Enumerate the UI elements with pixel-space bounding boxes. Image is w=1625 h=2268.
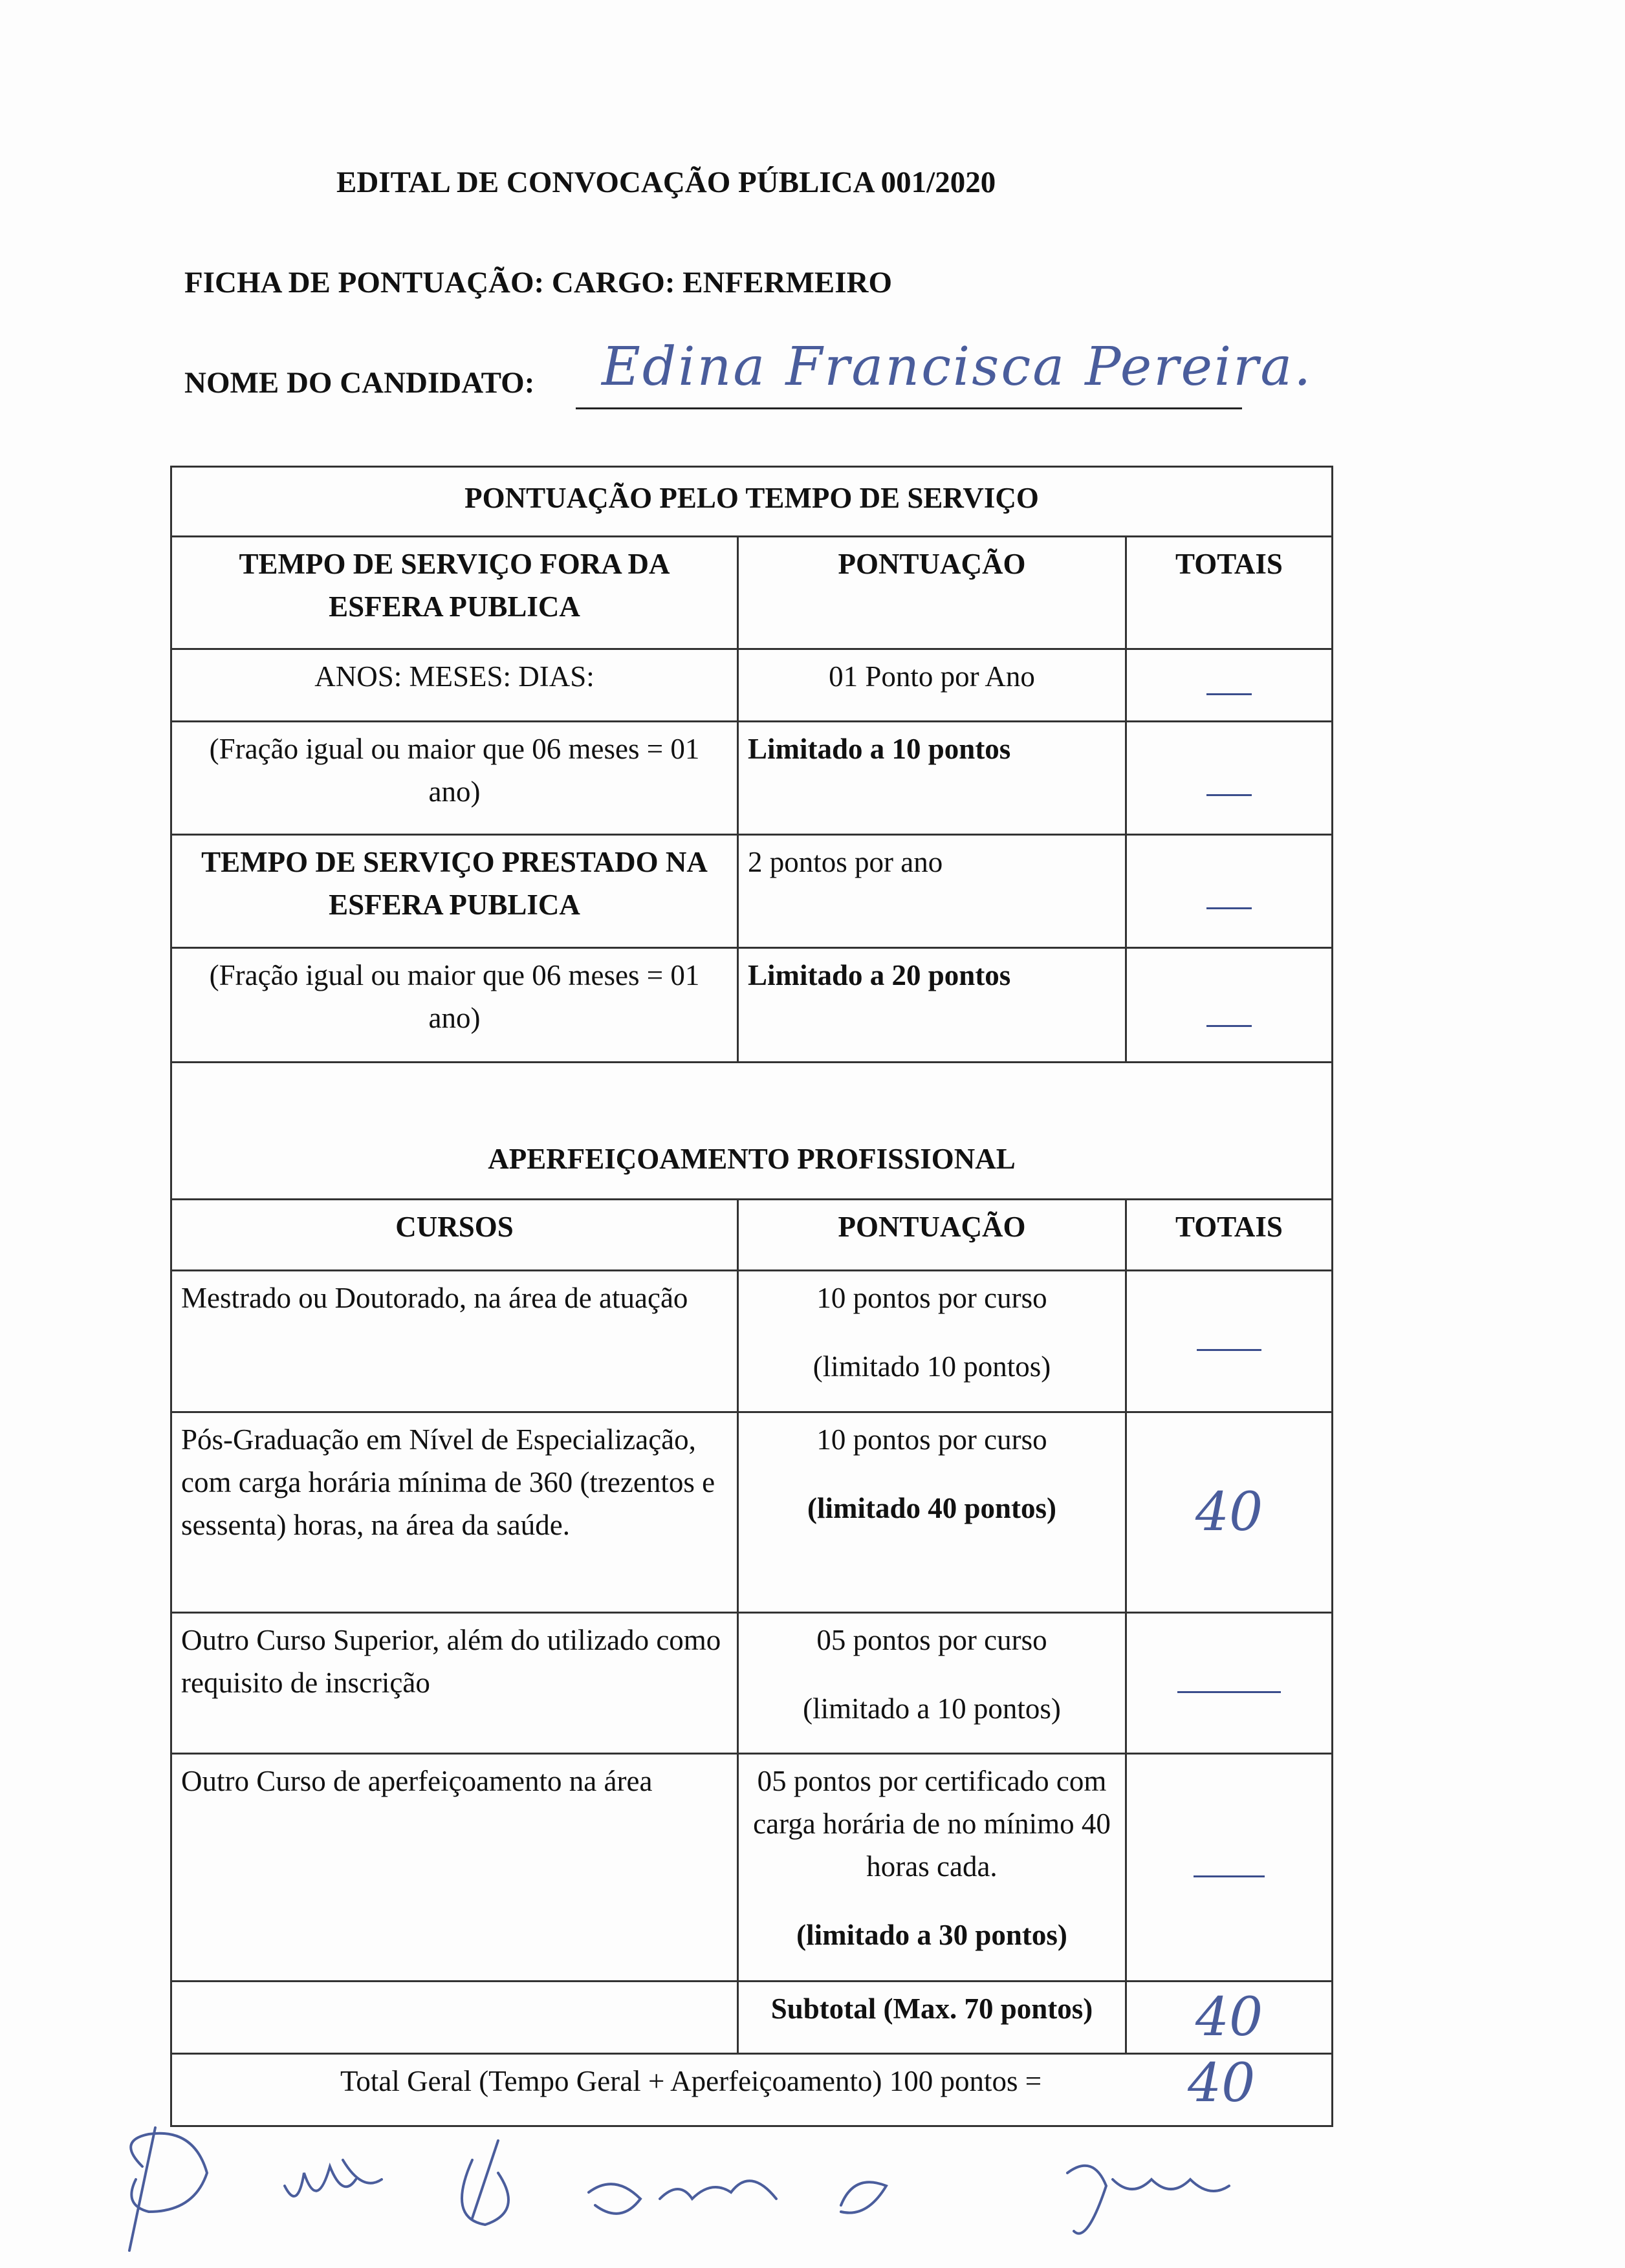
masters-points-limit: (limitado 10 pontos) <box>812 1350 1051 1383</box>
grand-total-label: Total Geral (Tempo Geral + Aperfeiçoamento) 100 pontos = <box>340 2065 1042 2097</box>
courses-col-header: CURSOS <box>171 1200 738 1271</box>
masters-points-rate: 10 pontos por curso <box>816 1282 1047 1314</box>
improvement-points-limit: (limitado a 30 pontos) <box>796 1919 1067 1951</box>
public-service-total <box>1126 835 1333 948</box>
improvement-course-total <box>1126 1754 1333 1982</box>
improvement-course-row: Outro Curso de aperfeiçoamento na área <box>171 1754 738 1982</box>
public-service-limit: Limitado a 20 pontos <box>738 948 1126 1063</box>
blank-dash <box>1177 1691 1281 1693</box>
candidate-name-handwritten: Edina Francisca Pereira. <box>602 336 1313 398</box>
candidate-name-label: NOME DO CANDIDATO: <box>184 366 535 400</box>
score-table <box>170 466 1333 2127</box>
service-row-years-points: 01 Ponto por Ano <box>738 649 1126 722</box>
masters-doctorate-row: Mestrado ou Doutorado, na área de atuação <box>171 1271 738 1412</box>
blank-dash <box>1206 794 1252 796</box>
service-section-heading: PONTUAÇÃO PELO TEMPO DE SERVIÇO <box>171 467 1333 537</box>
blank-dash <box>1206 1025 1252 1027</box>
service-row-limit: Limitado a 10 pontos <box>738 722 1126 835</box>
blank-dash <box>1206 907 1252 909</box>
subtotal-empty-cell <box>171 1982 738 2054</box>
blank-dash <box>1194 1875 1265 1877</box>
signature-mark-4 <box>589 2181 776 2214</box>
training-score-header: PONTUAÇÃO <box>738 1200 1126 1271</box>
grand-total-handwritten: 40 <box>1188 2053 1256 2114</box>
public-service-row: TEMPO DE SERVIÇO PRESTADO NA ESFERA PUBLICA <box>171 835 738 948</box>
document-title: EDITAL DE CONVOCAÇÃO PÚBLICA 001/2020 <box>336 166 996 199</box>
masters-doctorate-total <box>1126 1271 1333 1412</box>
other-degree-points-rate: 05 pontos por curso <box>816 1624 1047 1656</box>
service-score-header: PONTUAÇÃO <box>738 537 1126 649</box>
other-degree-points <box>738 1613 1126 1754</box>
signature-mark-2 <box>285 2160 382 2196</box>
masters-doctorate-points <box>738 1271 1126 1412</box>
specialization-points-limit: (limitado 40 pontos) <box>807 1492 1057 1524</box>
specialization-total <box>1126 1412 1333 1613</box>
signature-mark-6 <box>1067 2166 1229 2234</box>
service-row-years: ANOS: MESES: DIAS: <box>171 649 738 722</box>
public-service-limit-total <box>1126 948 1333 1063</box>
improvement-points-rate: 05 pontos por certificado com carga horária de no mínimo 40 horas cada. <box>753 1765 1111 1883</box>
signature-mark-3 <box>462 2141 508 2225</box>
blank-dash <box>1197 1349 1261 1351</box>
subtotal-label: Subtotal (Max. 70 pontos) <box>738 1982 1126 2054</box>
service-row-years-total <box>1126 649 1333 722</box>
other-degree-total <box>1126 1613 1333 1754</box>
training-section-heading: APERFEIÇOAMENTO PROFISSIONAL <box>171 1063 1333 1200</box>
signature-mark-5 <box>841 2182 886 2212</box>
other-degree-row: Outro Curso Superior, além do utilizado como requisito de inscrição <box>171 1613 738 1754</box>
service-col-header: TEMPO DE SERVIÇO FORA DA ESFERA PUBLICA <box>171 537 738 649</box>
signatures <box>110 2115 1287 2263</box>
other-degree-points-limit: (limitado a 10 pontos) <box>803 1692 1061 1725</box>
service-row-fraction: (Fração igual ou maior que 06 meses = 01 ano) <box>171 722 738 835</box>
improvement-course-points <box>738 1754 1126 1982</box>
specialization-points-rate: 10 pontos por curso <box>816 1423 1047 1456</box>
service-totals-header: TOTAIS <box>1126 537 1333 649</box>
candidate-name-line <box>576 407 1242 409</box>
training-totals-header: TOTAIS <box>1126 1200 1333 1271</box>
subtotal-total <box>1126 1982 1333 2054</box>
specialization-total-handwritten: 40 <box>1195 1481 1263 1543</box>
blank-dash <box>1206 693 1252 695</box>
signature-mark-1 <box>129 2128 207 2251</box>
public-service-fraction: (Fração igual ou maior que 06 meses = 01 ano) <box>171 948 738 1063</box>
score-sheet-title: FICHA DE PONTUAÇÃO: CARGO: ENFERMEIRO <box>184 266 893 299</box>
specialization-points <box>738 1412 1126 1613</box>
service-row-limit-total <box>1126 722 1333 835</box>
subtotal-handwritten: 40 <box>1195 1986 1263 2048</box>
public-service-points: 2 pontos por ano <box>738 835 1126 948</box>
specialization-row: Pós-Graduação em Nível de Especialização, com carga horária mínima de 360 (trezentos e sessenta) horas, na área da saúde. <box>171 1412 738 1613</box>
